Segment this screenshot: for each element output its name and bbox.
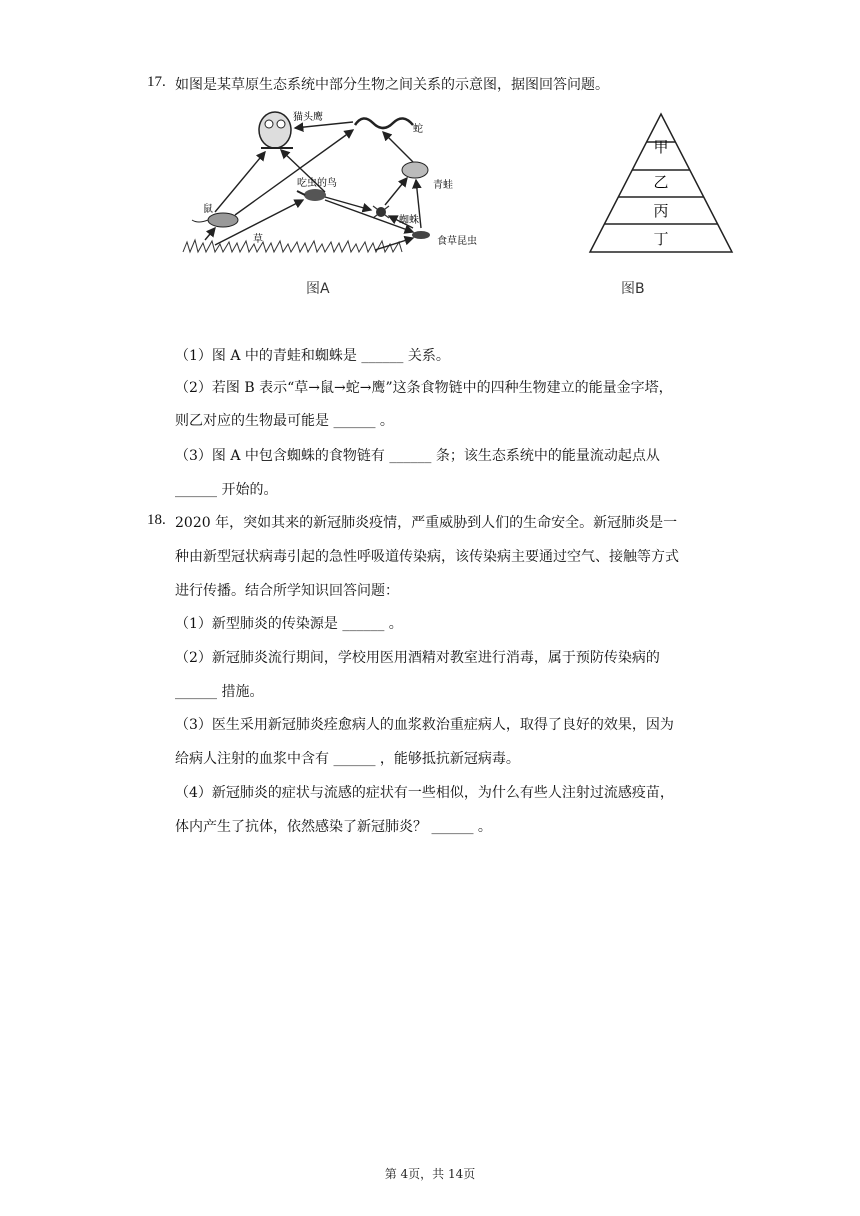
question-17-sub2-line1: （2）若图 B 表示“草→鼠→蛇→鹰”这条食物链中的四种生物建立的能量金字塔， xyxy=(175,380,673,396)
snake-icon xyxy=(355,118,413,128)
grass-icon xyxy=(183,240,402,252)
label-snake: 蛇 xyxy=(413,124,423,135)
bird-icon xyxy=(297,189,326,201)
question-18-sub1: （1）新型肺炎的传染源是 ______ 。 xyxy=(175,616,403,632)
question-17-number: 17. xyxy=(147,74,166,90)
question-17-stem: 如图是某草原生态系统中部分生物之间关系的示意图，据图回答问题。 xyxy=(175,77,609,93)
label-herbivorous-insect: 食草昆虫 xyxy=(437,236,477,247)
mouse-icon xyxy=(192,213,238,227)
question-18-sub3-line2: 给病人注射的血浆中含有 ______ ，能够抵抗新冠病毒。 xyxy=(175,751,520,767)
label-insect-bird: 吃虫的鸟 xyxy=(297,178,337,189)
figure-a-food-web xyxy=(175,100,505,265)
question-18-stem-line1: 2020 年，突如其来的新冠肺炎疫情，严重威胁到人们的生命安全。新冠肺炎是一 xyxy=(175,515,678,531)
question-18-sub2-line2: ______ 措施。 xyxy=(175,684,264,700)
question-17-sub2-line2: 则乙对应的生物最可能是 ______ 。 xyxy=(175,413,394,429)
owl-icon xyxy=(259,112,293,148)
label-owl: 猫头鹰 xyxy=(293,112,323,123)
question-18-number: 18. xyxy=(147,512,166,528)
question-17-sub3-line2: ______ 开始的。 xyxy=(175,482,278,498)
frog-icon xyxy=(402,162,428,178)
question-18-stem-line3: 进行传播。结合所学知识回答问题： xyxy=(175,583,399,599)
question-18-sub4-line1: （4）新冠肺炎的症状与流感的症状有一些相似，为什么有些人注射过流感疫苗， xyxy=(175,785,674,801)
label-grass: 草 xyxy=(253,234,263,245)
figure-a-caption: 图A xyxy=(306,281,330,297)
pyramid-level-3: 丙 xyxy=(653,202,669,220)
question-17-sub3-line1: （3）图 A 中包含蜘蛛的食物链有 ______ 条；该生态系统中的能量流动起点从 xyxy=(175,448,660,464)
question-18-sub2-line1: （2）新冠肺炎流行期间，学校用医用酒精对教室进行消毒，属于预防传染病的 xyxy=(175,650,660,666)
pyramid-level-4: 丁 xyxy=(653,230,669,248)
figure-b-energy-pyramid xyxy=(588,112,734,254)
spider-icon xyxy=(373,206,389,218)
figure-b-caption: 图B xyxy=(621,281,645,297)
pyramid-level-2: 乙 xyxy=(653,173,669,191)
page-footer: 第 4页，共 14页 xyxy=(384,1167,476,1181)
label-mouse: 鼠 xyxy=(203,204,213,215)
question-18-sub4-line2: 体内产生了抗体，依然感染了新冠肺炎？ ______ 。 xyxy=(175,819,492,835)
label-frog: 青蛙 xyxy=(433,180,453,191)
question-18-stem-line2: 种由新型冠状病毒引起的急性呼吸道传染病，该传染病主要通过空气、接触等方式 xyxy=(175,549,679,565)
question-17-sub1: （1）图 A 中的青蛙和蜘蛛是 ______ 关系。 xyxy=(175,348,450,364)
question-18-sub3-line1: （3）医生采用新冠肺炎痊愈病人的血浆救治重症病人，取得了良好的效果，因为 xyxy=(175,717,674,733)
pyramid-level-1: 甲 xyxy=(653,138,669,156)
insect-icon xyxy=(412,231,430,239)
label-spider: 蜘蛛 xyxy=(399,215,419,226)
